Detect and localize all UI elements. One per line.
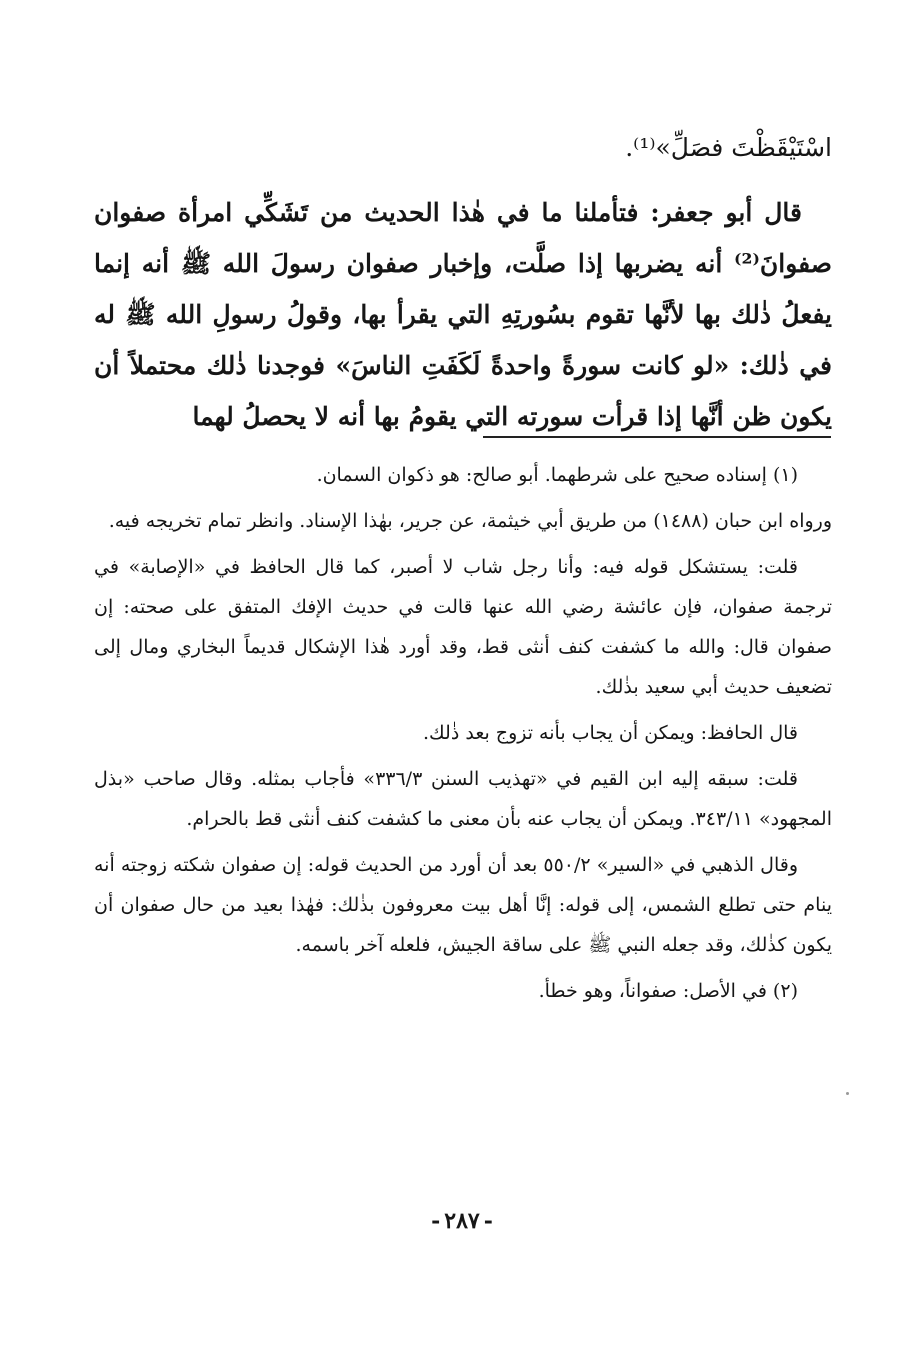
main-text-block [94, 122, 832, 442]
footnote-1-para-2: قال الحافظ: ويمكن أن يجاب بأنه تزوج بعد ذٰلك. [423, 722, 798, 744]
scan-speck [846, 1092, 849, 1095]
page-number-dash-right: - [483, 1208, 493, 1234]
page-number [0, 1208, 924, 1234]
footnote-1-line-2: ورواه ابن حبان (١٤٨٨) من طريق أبي خيثمة، عن جرير، بهٰذا الإسناد. وانظر تمام تخريجه فيه. [108, 510, 832, 532]
footnotes-block [94, 455, 832, 1017]
footnote-1-para-3: قلت: سبقه إليه ابن القيم في «تهذيب السنن ٣٣٦/٣» فأجاب بمثله. وقال صاحب «بذل المجهود» ٣٤٣/١١. ويمكن أن يجاب عنه بأن معنى ما كشفت كنف أنثى قط بالحرام. [94, 768, 832, 830]
page-number-value: ٢٨٧ [444, 1208, 480, 1234]
footnote-separator [483, 436, 831, 438]
opening-line: اسْتَيْقَظْتَ فصَلِّ»⁽¹⁾. [625, 133, 832, 162]
footnote-1-para-1: قلت: يستشكل قوله فيه: وأنا رجل شاب لا أصبر، كما قال الحافظ في «الإصابة» في ترجمة صفوان، فإن عائشة رضي الله عنها قالت في حديث الإفك المتفق على صحته: إن صفوان قال: والله ما كشفت كنف أنثى قط، وقد أورد هٰذا الإشكال قديماً البخاري ومال إلى تضعيف حديث أبي سعيد بذٰلك. [94, 556, 832, 698]
footnote-1-para-4: وقال الذهبي في «السير» ٥٥٠/٢ بعد أن أورد من الحديث قوله: إن صفوان شكته زوجته أنه ينام حتى تطلع الشمس، إلى قوله: إنَّا أهل بيت معروفون بذٰلك: فهٰذا بعيد من حال صفوان أن يكون كذٰلك، وقد جعله النبي ﷺ على ساقة الجيش، فلعله آخر باسمه. [94, 854, 832, 956]
main-paragraph: قال أبو جعفر: فتأملنا ما في هٰذا الحديث من تَشَكِّي امرأة صفوان صفوانَ⁽²⁾ أنه يضربها إذا صلَّت، وإخبار صفوان رسولَ الله ﷺ أنه إنما يفعلُ ذٰلك بها لأنَّها تقوم بسُورتِهِ التي يقرأ بها، وقولُ رسولِ الله ﷺ له في ذٰلك: «لو كانت سورةً واحدةً لَكَفَتِ الناسَ» فوجدنا ذٰلك محتملاً أن يكون ظن أنَّها إذا قرأت سورته التي يقومُ بها أنه لا يحصلُ لهما [94, 198, 832, 431]
page-number-dash-left: - [431, 1208, 441, 1234]
footnote-1-line-1: (١) إسناده صحيح على شرطهما. أبو صالح: هو ذكوان السمان. [316, 464, 798, 486]
footnote-2: (٢) في الأصل: صفواناً، وهو خطأ. [538, 980, 798, 1002]
